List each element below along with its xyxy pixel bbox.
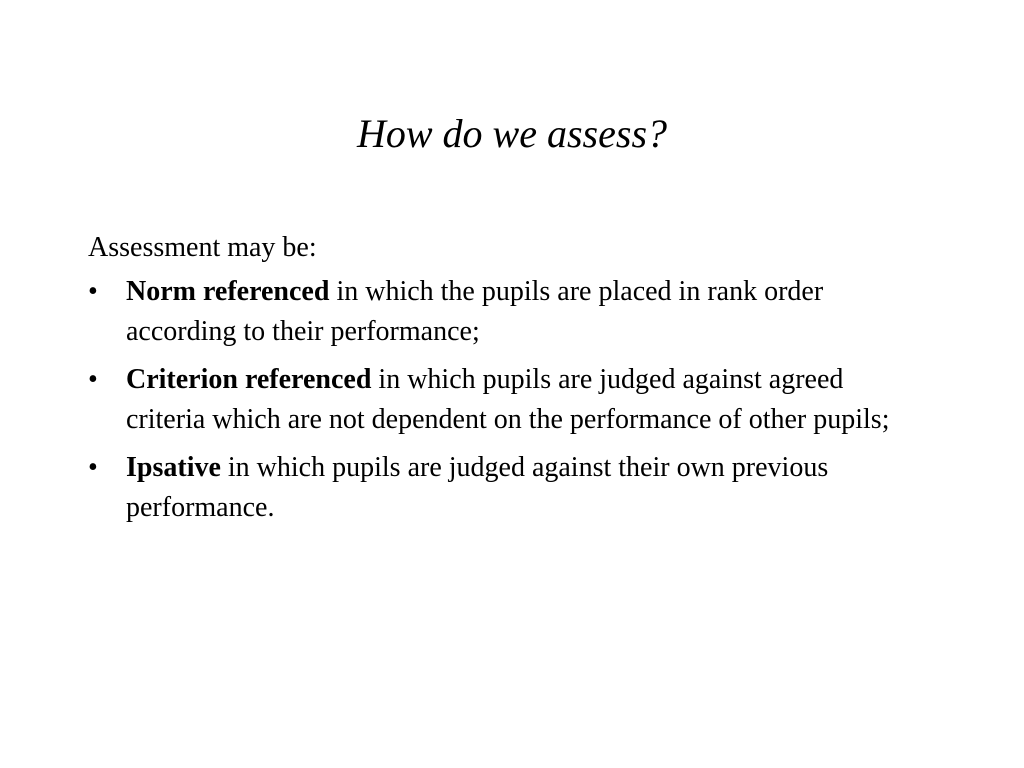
bullet-term: Ipsative [126, 452, 221, 483]
slide-title: How do we assess? [356, 111, 668, 156]
bullet-point-icon: • [88, 364, 98, 395]
slide-body [88, 228, 928, 536]
bullet-description: in which pupils are judged against agreed criteria which are not dependent on the performance of other pupils; [126, 364, 890, 435]
bullet-list [88, 272, 928, 528]
bullet-term: Criterion referenced [126, 364, 372, 395]
bullet-description: in which the pupils are placed in rank order according to their performance; [126, 276, 824, 347]
bullet-item-criterion-referenced [88, 360, 928, 440]
bullet-point-icon: • [88, 276, 98, 307]
bullet-point-icon: • [88, 452, 98, 483]
intro-text: Assessment may be: [88, 232, 317, 263]
bullet-term: Norm referenced [126, 276, 330, 307]
bullet-item-norm-referenced [88, 272, 928, 352]
bullet-item-ipsative [88, 448, 928, 528]
bullet-description: in which pupils are judged against their own previous performance. [126, 452, 829, 523]
